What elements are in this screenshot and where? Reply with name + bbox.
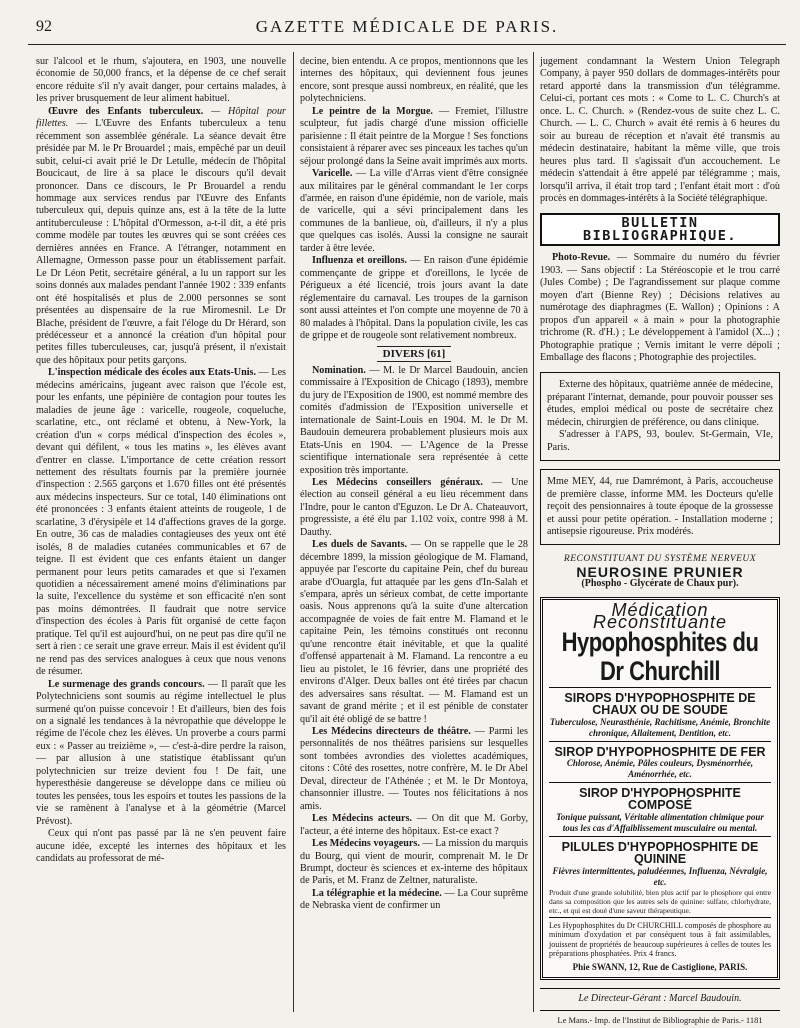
classified-mey <box>540 469 780 545</box>
duels-heading: Les duels de Savants. <box>312 539 407 551</box>
churchill-ad <box>540 597 780 981</box>
influenza-text: — En raison d'une épidémie commençante de grippe et d'oreillons, le lycée de Périgueux a été licencié, trois jours avant la date réglementaire du carnaval. Les troupes de la garnison sont aussi atteintes et l'on compte une moyenne de 70 à 80 malades à l'hôpital. Dans la population civile, les cas de grippe et de rougeole sont relativement nombreux. <box>300 255 528 341</box>
influenza-heading: Influenza et oreillons. <box>312 255 407 267</box>
inspection-text: — Les médecins américains, jugeant avec raison que l'école est, pour les enfants, une pépinière de contagion pour toutes les maladies de jeune âge : varicelle, rougeole, coqueluche, scarlatine, etc., ont réclamé et obtenu, à New-York, la création d'un « corps médical d'inspection des écoles », devant qui défilent, « tous les matins », les élèves avant d'entrer en classe. L'importance de cette création ressort nettement des résultats fournis par la première journée d'inspection : 2.565 garçons et 1.670 filles ont été présentés aux médecins inspecteurs. Sur ce total, 140 éliminations ont été prononcées : 3 enfants étaient atteints de rougeole, 1 de scarlatine, 3 d'érysipèle et 14 d'affections graves de la gorge. En outre, 36 cas de maladies contagieuses des yeux ont été isolés, 8 de maladies cutanées communicables et 67 de teigne. Il est évident que ces enfants étaient un danger permanent pour leurs petits camarades et que si l'examen quotidien a nécessairement amené moins d'éliminations par la suite, l'excellence du système et son efficacité n'en sont pas moins démontrées. Il faudrait que notre service d'inspection des écoles à Paris fût organisé de cette façon pratique. Tel qu'il est aujourd'hui, on ne peut pas dire qu'il ne sert à rien : ce serait une grave erreur. Mais il est évident qu'il ne rend pas des services analogues à ceux que nous venons de résumer. <box>36 367 287 678</box>
article-directeurs <box>300 726 528 813</box>
ad-footnote: Les Hypophosphites du Dr CHURCHILL composés de phosphore au minimum d'oxydation et par conséquent tous à fait assimilables, jouissent de propriétés de beaucoup supérieures à celles de toutes les préparations phosphatées. Prix 4 francs. <box>549 917 771 959</box>
inspection-heading: L'inspection médicale des écoles aux Etats-Unis. <box>48 367 257 379</box>
article-acteurs <box>300 813 528 838</box>
surmenage-heading: Le surmenage des grands concours. <box>48 678 205 690</box>
acteurs-text: — On dit que M. Gorby, l'acteur, a été interne des hôpitaux. Est-ce exact ? <box>300 813 528 837</box>
oeuvre-text: — L'Œuvre des Enfants tuberculeux a tenu récemment son assemblée générale. La séance devait être présidée par M. le Pr Brouardel ; mais, empêché par un deuil subit, celui-ci avait prié le Dr Letulle, médecin de l'hôpital Boucicaut, de lire à sa place le discours qu'il devait prononcer. Dans ce discours, le Pr Brouardel a rendu hommage aux services rendus par l'Œuvre des Enfants tuberculeux qui, depuis quinze ans, est à la tête de la lutte antituberculeuse : L'hôpital d'Ormesson, a-t-il dit, a été pris comme modèle par toutes les œuvres qui se sont créées ces dernières années en France. A l'étranger, notamment en Allemagne, Ormesson passe pour un établissement parfait. Le Dr Léon Petit, secrétaire général, a lu un rapport sur les soins donnés aux malades pendant l'année 1902 : 339 enfants ont été hospitalisés et plus de 2.000 personnes se sont présentées au dispensaire de la rue Miromesnil. Le Dr Blache, président de l'œuvre, a fait l'éloge du Dr Hérard, son prédécesseur et a annoncé la création d'un hôpital pour petites filles tuberculeuses, car, jusqu'à présent, il n'existait que des hôpitaux pour petits garçons. <box>36 118 286 366</box>
conseillers-heading: Les Médecins conseillers généraux. <box>312 476 483 488</box>
ad-address: Phie SWANN, 12, Rue de Castiglione, PARIS. <box>572 961 748 972</box>
morgue-heading: Le peintre de la Morgue. <box>312 105 433 117</box>
ad-neurosine: NEUROSINE PRUNIER <box>576 563 744 580</box>
article-voyageurs <box>300 838 528 888</box>
article-varicelle <box>300 168 528 255</box>
externe-address: S'adresser à l'APS, 93, boulev. St-Germain, VIe, Paris. <box>547 429 773 453</box>
article-nomination <box>300 365 528 477</box>
article-photo-revue <box>540 252 780 364</box>
col1-intro: sur l'alcool et le rhum, s'ajoutera, en 1903, une nouvelle économie de 50,000 francs, et la dépense de ce chef serait encore réduite s'il n'y avait danger, pour certains malades, à les priver brusquement de leur aliment habituel. <box>36 56 286 105</box>
article-telegraphie <box>300 888 528 913</box>
classified-externe <box>540 372 780 461</box>
column-3 <box>540 56 780 1026</box>
ad-neurosine-sub: (Phospho - Glycérate de Chaux pur). <box>581 578 739 590</box>
varicelle-text: — La ville d'Arras vient d'être consignée aux militaires par le général commandant le 1er corps d'armée, en raison d'une épidémie, non de variole, mais de varicelle, qui a sévi principalement dans les communes de la banlieue, où, d'ailleurs, il n'y a plus que quelques cas isolés. Aussi la consigne ne saurait tarder à être levée. <box>300 168 528 254</box>
varicelle-heading: Varicelle. <box>312 168 353 180</box>
oeuvre-heading: Œuvre des Enfants tuberculeux. <box>48 105 204 117</box>
telegraphie-heading: La télégraphie et la médecine. <box>312 887 442 899</box>
ad-hypophosphites-title: Hypophosphites du Dr Churchill <box>561 626 759 686</box>
ad-pilules-quinine: PILULES D'HYPOPHOSPHITE DE QUININE Fièvres intermittentes, paludéennes, Influenza, Névralgie, etc. Produit d'une grande solubilité, bien plus actif par le phosphore qui entre dans sa composition que les autres sels de quinine: sulfate, chlorhydrate, etc., et qui est doué d'une saveur thérapeutique. <box>549 836 771 917</box>
page-header <box>28 16 786 45</box>
photo-revue-text: — Sommaire du numéro du février 1903. — Sans objectif : La Stéréoscopie et le trou carré (Jules Combe) ; De l'agrandissement sur plaque comme moyen d'art (Bienne Rey) ; Décisions relatives au numérotage des diaphragmes (E. Wallon) ; Opinions : A propos d'un appareil « à main » pour la photographie trichrome (R. d'H.) ; Le développement à l'amidol (X...) ; Photographie pratique ; Vernis imitant le verre dépoli ; Emballage des flacons ; Photographie des projectiles. <box>540 252 780 363</box>
imprint: Le Mans.- Imp. de l'Institut de Bibliographie de Paris.- 1181 <box>540 1010 780 1026</box>
column-2 <box>300 56 528 913</box>
column-rule-2 <box>533 52 534 1012</box>
column-1 <box>36 56 286 865</box>
voyageurs-text: — La mission du marquis du Bourg, qui vient de mourir, comprenait M. le Dr Brumpt, docteur ès sciences et ex-interne des hôpitaux de Paris, et M. Franz de Zeltner, naturaliste. <box>300 838 528 887</box>
surmenage-text: — Il paraît que les Polytechniciens sont soumis au régime intellectuel le plus surmené qu'on puisse concevoir ! Et d'ailleurs, bien des fois on a signalé les tendances à la névropathie que développe le régime de l'école chez les élèves. Un proverbe a cours parmi eux : « Passer au treizième », — c'est-à-dire perdre la raison, — par allusion à une statistique établissant qu'un polytechnicien sur treize devient fou ! De fait, une hyperesthésie dangereuse se développe dans ce milieu où toutes les pensées, tous les espoirs et toutes les passions de la vie se ramènent à l'analyse et à la géométrie (Marcel Prévost). <box>36 678 287 827</box>
oeuvre-subheading: — Hôpital pour fillettes. <box>36 105 286 130</box>
column-rule-1 <box>293 52 294 1012</box>
journal-title: GAZETTE MÉDICALE DE PARIS. <box>255 17 559 36</box>
nomination-heading: Nomination. <box>312 364 366 376</box>
article-oeuvre <box>36 106 286 368</box>
conseillers-text: — Une élection au conseil général a eu lieu récemment dans l'Indre, pour le canton d'Eguzon. Le Dr A. Chateauvort, progressiste, a été élu par 1.102 voix, contre 998 à M. Dauthy. <box>300 476 528 538</box>
ad-medication-title: Médication Reconstituante <box>592 599 728 633</box>
photo-revue-heading: Photo-Revue. <box>552 252 611 264</box>
article-duels <box>300 539 528 726</box>
ad-tagline: RECONSTITUANT DU SYSTÈME NERVEUX <box>563 554 757 565</box>
ad-sirop-compose: SIROP D'HYPOPHOSPHITE COMPOSÉ Tonique puissant, Véritable alimentation chimique pour tous les cas d'Affaiblissement musculaire ou mental. <box>549 782 771 836</box>
directeurs-heading: Les Médecins directeurs de théâtre. <box>312 726 471 738</box>
acteurs-heading: Les Médecins acteurs. <box>312 813 412 825</box>
ad-sirop-fer: SIROP D'HYPOPHOSPHITE DE FER Chlorose, Anémie, Pâles couleurs, Dysménorrhée, Aménorrhée, etc. <box>549 741 771 782</box>
article-inspection <box>36 367 286 678</box>
nomination-text: — M. le Dr Marcel Baudouin, ancien commissaire à l'Exposition de Chicago (1893), membre du jury de l'Exposition de 1900, est nommé membre des comités d'admission de l'Exposition universelle et internationale de Saint-Louis en 1904. M. le Dr M. Baudouin demeurera probablement plusieurs mois aux Etats-Unis en 1904. — L'Agence de la Presse scientifique internationale sera représentée à cette exposition très importante. <box>300 364 528 476</box>
externe-text: Externe des hôpitaux, quatrième année de médecine, préparant l'internat, demande, pour pouvoir pousser ses études, emploi médical ou poste de secrétaire chez médecin, chirurgien de préférence, ou dans clinique. <box>547 379 773 428</box>
ad-sirop-chaux: SIROPS D'HYPOPHOSPHITE DE CHAUX OU DE SOUDE Tuberculose, Neurasthénie, Rachitisme, Anémie, Bronchite chronique, Allaitement, Dentition, etc. <box>549 687 771 741</box>
duels-text: — On se rappelle que le 28 décembre 1899, la mission géologique de M. Flamand, appuyée par l'escorte du capitaine Pein, chef du bureau arabe d'Ouargla, fut attaquée par les gens d'In-Salah et s'empara, après un sérieux combat, de cette importante oasis. Nous apprenons qu'à la suite d'une altercation accompagnée de voies de fait entre M. Flamand et le capitaine Pein, les témoins constitués ont reconnu qu'une rencontre était inévitable, et que la qualité d'offensé appartenait à M. Flamand. La rencontre a eu lieu au pistolet, le 16 février, dans une propriété des environs d'Alger. Deux balles ont été tirées par chacun des adversaires sans résultat. — M. Flamand est un savant de grand mérite ; et il est pénible de constater qu'il ait été obligé de se battre ! <box>300 539 528 725</box>
telegraphie-text: — La Cour suprême de Nebraska vient de confirmer un <box>300 887 529 912</box>
divers-section-heading: DIVERS [61] <box>300 348 528 360</box>
directeurs-text: — Parmi les personnalités de nos théâtres parisiens sur lesquelles sont tombées avrondies des violettes académiques, citons : Côté des rosettes, notre confrère, M. le Dr Abel Deval, directeur de l'Athénée ; et M. le Dr Montoya, chansonnier illustre. — Toutes nos félicitations à nos amis. <box>300 726 528 812</box>
article-influenza <box>300 255 528 342</box>
article-morgue <box>300 106 528 168</box>
article-surmenage <box>36 679 286 828</box>
page-number: 92 <box>36 18 52 35</box>
director-signature: Le Directeur-Gérant : Marcel Baudouin. <box>540 988 780 1005</box>
bulletin-banner: BULLETIN BIBLIOGRAPHIQUE. <box>540 213 780 246</box>
article-conseillers <box>300 477 528 539</box>
col3-intro: jugement condamnant la Western Union Telegraph Company, à payer 950 dollars de dommages-intérêts pour retard apporté dans la transmission d'un télégramme. Celui-ci, portant ces mots : « Come to L. C. Church's at once. L. C. Church. » (Rendez-vous de suite chez L. C. Church. — L. C. Church » avait été remis à 6 heures du soir au bureau de réception et n'avait été transmis au médecin destinataire, habitant la même ville, que trois heures plus tard. Il s'agissait d'un accouchement. Le médecin s'attendait à être appelé par télégramme ; mais, lorsqu'il arriva, il était trop tard ; l'enfant était mort : d'où procès en dommages-intérêts à la Société télégraphique. <box>540 56 780 204</box>
surmenage-tail: Ceux qui n'ont pas passé par là ne s'en peuvent faire aucune idée, excepté les internes des hôpitaux et les candidats au professorat de mé- <box>36 828 286 864</box>
col2-intro: decine, bien entendu. A ce propos, mentionnons que les internes des hôpitaux, qui deviennent fous jeunes encore, sont presque aussi nombreux, en réalité, que les polytechniciens. <box>300 56 528 105</box>
morgue-text: — Fremiet, l'illustre sculpteur, fut jadis chargé d'une mission officielle parisienne : Il était peintre de la Morgue ! Ses fonctions consistaient à réparer avec ses pinceaux les taches qu'un séjour prolongé dans la Seine avait imprimés aux morts. <box>300 105 528 167</box>
mey-text: Mme MEY, 44, rue Damrémont, à Paris, accoucheuse de première classe, informe MM. les Docteurs qu'elle reçoit des pensionnaires à toute époque de la grossesse et aussi pour petite opération. - Installation moderne ; antisepsie rigoureuse. Prix modérés. <box>547 476 773 537</box>
voyageurs-heading: Les Médecins voyageurs. <box>312 838 420 850</box>
